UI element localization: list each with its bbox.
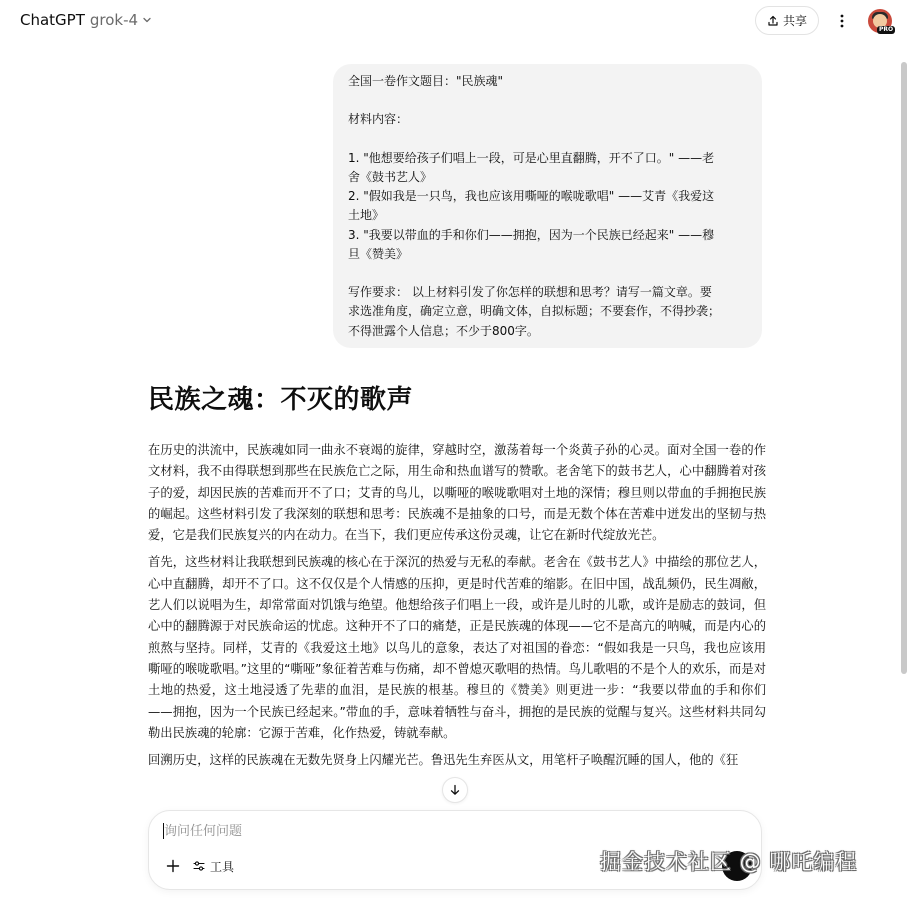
response-title: 民族之魂：不灭的歌声 [148, 385, 414, 415]
user-message-line: 土地》 [348, 208, 385, 223]
user-message-line: 求选准角度，确定立意，明确文体，自拟标题；不要套作，不得抄袭； [348, 304, 721, 319]
plus-icon [166, 859, 180, 873]
share-button[interactable] [755, 6, 819, 35]
assistant-response [148, 380, 766, 777]
app-name: ChatGPT [20, 11, 85, 29]
prompt-input[interactable] [164, 819, 724, 843]
sliders-icon [193, 860, 205, 872]
response-paragraph: 首先，这些材料让我联想到民族魂的核心在于深沉的热爱与无私的奉献。老舍在《鼓书艺人》中描绘的那位艺人，心中直翻腾，却开不了口。这不仅仅是个人情感的压抑，更是时代苦难的缩影。在旧中国，战乱频仍，民生凋敝，艺人们以说唱为生，却常常面对饥饿与绝望。他想给孩子们唱上一段，或许是儿时的儿歌，或许是励志的鼓词，但心中的翻腾源于对民族命运的忧虑。这种开不了口的痛楚，正是民族魂的体现——它不是高亢的呐喊，而是内心的煎熬与坚持。同样，艾青的《我爱这土地》以鸟儿的意象，表达了对祖国的眷恋：“假如我是一只鸟，我也应该用嘶哑的喉咙歌唱。”这里的“嘶哑”象征着苦难与伤痛，却不曾熄灭歌唱的热情。鸟儿歌唱的不是个人的欢乐，而是对土地的热爱，这土地浸透了先辈的血泪，是民族的根基。穆旦的《赞美》则更进一步：“我要以带血的手和你们——拥抱，因为一个民族已经起来。”带血的手，意味着牺牲与奋斗，拥抱的是民族的觉醒与复兴。这些材料共同勾勒出民族魂的轮廓：它源于苦难，化作热爱，铸就奉献。 [148, 555, 766, 740]
user-message-line: 1. "他想要给孩子们唱上一段，可是心里直翻腾，开不了口。" ——老 [348, 150, 715, 165]
avatar[interactable] [868, 9, 892, 33]
user-message-line: 写作要求： 以上材料引发了你怎样的联想和思考？请写一篇文章。要 [348, 285, 712, 300]
user-message-line: 旦《赞美》 [348, 246, 409, 261]
user-message-line [348, 91, 746, 110]
model-selector[interactable] [20, 11, 152, 29]
add-attachment-button[interactable] [163, 856, 183, 876]
user-message-line [348, 264, 746, 283]
tools-button[interactable] [193, 856, 234, 876]
scrollbar-thumb[interactable] [901, 62, 907, 674]
user-message-line: 舍《鼓书艺人》 [348, 169, 433, 184]
scroll-to-bottom-button[interactable] [442, 777, 468, 803]
share-upload-icon [767, 15, 779, 27]
text-caret [163, 823, 164, 839]
user-message-line [348, 130, 746, 149]
share-label: 共享 [782, 14, 807, 28]
response-paragraph: 回溯历史，这样的民族魂在无数先贤身上闪耀光芒。鲁迅先生弃医从文，用笔杆子唤醒沉睡的国人，他的《狂 [148, 753, 739, 768]
pro-badge: PRO [879, 26, 894, 33]
top-bar [0, 0, 910, 42]
more-vertical-icon [840, 14, 844, 28]
user-message-line: 2. "假如我是一只鸟，我也应该用嘶哑的喉咙歌唱" ——艾青《我爱这 [348, 189, 715, 204]
user-message-line: 3. "我要以带血的手和你们——拥抱，因为一个民族已经起来" ——穆 [348, 227, 715, 242]
user-message-bubble [333, 64, 762, 348]
user-message-line: 不得泄露个人信息；不少于800字。 [348, 323, 539, 338]
tools-label: 工具 [210, 859, 235, 874]
chevron-down-icon [142, 15, 152, 25]
more-options-button[interactable] [831, 10, 853, 32]
response-paragraph: 在历史的洪流中，民族魂如同一曲永不衰竭的旋律，穿越时空，激荡着每一个炎黄子孙的心灵。面对全国一卷的作文材料，我不由得联想到那些在民族危亡之际，用生命和热血谱写的赞歌。老舍笔下的鼓书艺人，心中翻腾着对孩子的爱，却因民族的苦难而开不了口；艾青的鸟儿，以嘶哑的喉咙歌唱对土地的深情；穆旦则以带血的手拥抱民族的崛起。这些材料引发了我深刻的联想和思考：民族魂不是抽象的口号，而是无数个体在苦难中迸发出的坚韧与热爱，它是我们民族复兴的内在动力。在当下，我们更应传承这份灵魂，让它在新时代绽放光芒。 [148, 443, 766, 543]
user-message-line: 材料内容： [348, 112, 409, 127]
watermark: 掘金技术社区 @ 哪吒编程 [600, 850, 858, 874]
arrow-down-icon [449, 784, 461, 796]
user-message-line: 全国一卷作文题目："民族魂" [348, 74, 504, 88]
model-name: grok-4 [89, 11, 139, 29]
